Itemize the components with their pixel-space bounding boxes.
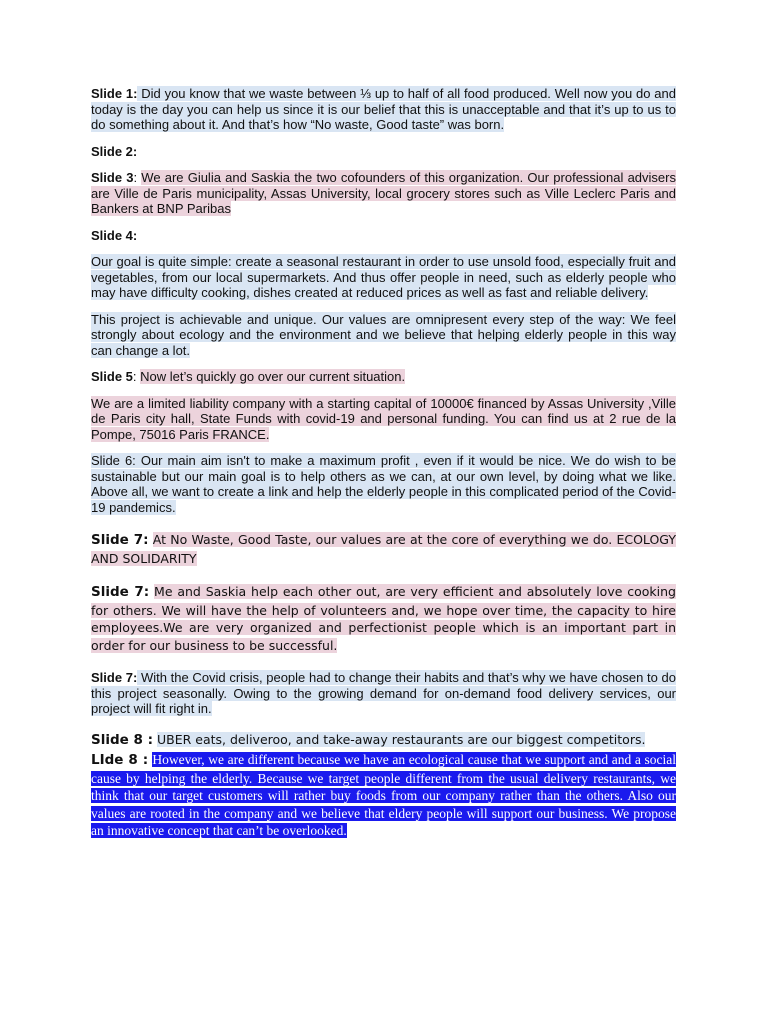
slide-2-heading: [91, 144, 676, 160]
slide-text: Slide 6: Our main aim isn't to make a maximum profit , even if it would be nice. We do wish to be sustainable but our main goal is to help others as we can, at our own level, by doing what we like. Above all, we want to create a link and help the elderly people in this complicated period of the Covid-19 pandemics.: [91, 453, 676, 515]
slide-7-values-paragraph: [91, 531, 676, 567]
slide-text: Did you know that we waste between ⅓ up to half of all food produced. Well now you do and today is the day you can help us since it is our belief that this is unacceptable and that it’s up to us to do something about it. And that’s how “No waste, Good taste” was born.: [91, 86, 676, 132]
slide-label: Slide 7:: [91, 532, 149, 548]
goal-paragraph: [91, 254, 676, 301]
slide-6-paragraph: [91, 453, 676, 515]
slide-8-competitors-paragraph: [91, 731, 676, 750]
slide-label-separator: :: [132, 369, 141, 384]
slide-text: At No Waste, Good Taste, our values are at the core of everything we do. ECOLOGY AND SOLIDARITY: [91, 532, 676, 566]
slide-text: Me and Saskia help each other out, are very efficient and absolutely love cooking for others. We will have the help of volunteers and, we hope over time, the capacity to hire employees.We are very organized and perfectionist people which is an important part in order for our business to be successful.: [91, 584, 676, 653]
slide-label: LIde 8 :: [91, 752, 149, 768]
slide-label-separator: :: [133, 170, 142, 185]
slide-label: Slide 5: [91, 369, 133, 384]
slide-1-paragraph: [91, 86, 676, 133]
slide-text: UBER eats, deliveroo, and take-away restaurants are our biggest competitors.: [156, 731, 646, 747]
company-paragraph: [91, 396, 676, 443]
slide-4-heading: [91, 228, 676, 244]
slide-label: Slide 4:: [91, 227, 138, 243]
document-page: [91, 86, 676, 851]
slide-7-covid-paragraph: [91, 670, 676, 717]
slide-label: Slide 3: [91, 170, 134, 185]
slide-label: Slide 2:: [91, 143, 138, 159]
slide-text: However, we are different because we have an ecological cause that we support and and a social cause by helping the elderly. Because we target people different from the usual delivery restaurants, we think that our target customers will rather buy foods from our company rather than the others. Also our values are rooted in the company and we believe that eldery people will support our business. We propose an innovative concept that can’t be overlooked.: [91, 752, 676, 838]
slide-text: Now let’s quickly go over our current situation.: [140, 369, 406, 384]
slide-text: We are Giulia and Saskia the two cofounders of this organization. Our professional advisers are Ville de Paris municipality, Assas University, local grocery stores such as Ville Leclerc Paris and Bankers at BNP Paribas: [91, 170, 676, 216]
slide-text: We are a limited liability company with a starting capital of 10000€ financed by Assas University ,Ville de Paris city hall, State Funds with covid-19 and personal funding. You can find us at 2 rue de la Pompe, 75016 Paris FRANCE.: [91, 395, 676, 442]
slide-label: Slide 7:: [91, 670, 138, 685]
slide-3-paragraph: [91, 170, 676, 217]
slide-7-team-paragraph: [91, 583, 676, 654]
slide-text: This project is achievable and unique. Our values are omnipresent every step of the way: We feel strongly about ecology and the environment and we believe that helping elderly people in this way can change a lot.: [91, 311, 676, 358]
slide-5-paragraph: [91, 369, 676, 385]
slide-text: Our goal is quite simple: create a seasonal restaurant in order to use unsold food, especially fruit and vegetables, from our local supermarkets. And thus offer people in need, such as elderly people who may have difficulty cooking, dishes created at reduced prices as well as fast and reliable delivery.: [91, 254, 676, 300]
slide-label: Slide 7:: [91, 584, 150, 600]
values-paragraph: [91, 312, 676, 359]
slide-label: Slide 8 :: [91, 731, 153, 748]
slide-label: Slide 1:: [91, 86, 138, 101]
slide-text: With the Covid crisis, people had to change their habits and that’s why we have chosen to do this project seasonally. Owing to the growing demand for on-demand food delivery services, our project will fit right in.: [91, 670, 676, 716]
slide-8-difference-paragraph: [91, 751, 676, 840]
